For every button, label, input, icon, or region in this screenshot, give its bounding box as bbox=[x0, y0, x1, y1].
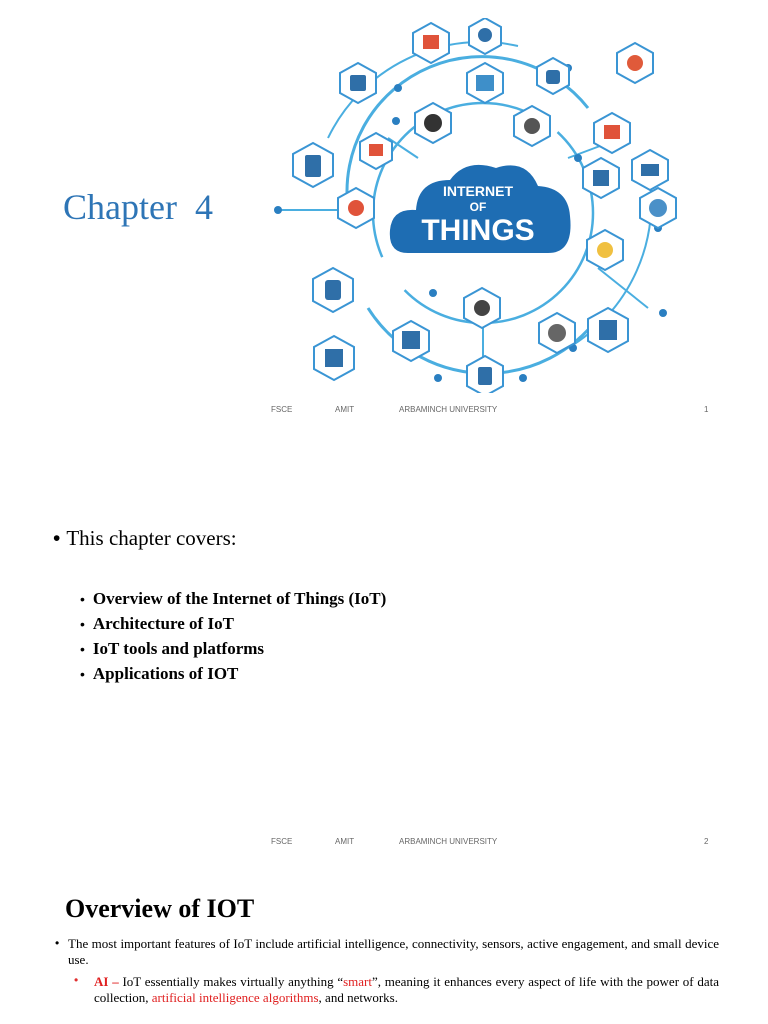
slide-2 bbox=[0, 432, 768, 862]
list-item bbox=[80, 636, 386, 661]
slide-1 bbox=[0, 0, 768, 430]
footer-university: ARBAMINCH UNIVERSITY bbox=[399, 837, 498, 846]
ai-label: AI – bbox=[94, 974, 119, 989]
chapter-title: Chapter 4 bbox=[63, 187, 213, 227]
covers-text: This chapter covers: bbox=[66, 526, 237, 550]
topic-label: Overview of the Internet of Things (IoT) bbox=[92, 589, 387, 608]
ai-text-part: , and networks. bbox=[318, 990, 398, 1005]
cloud-text-things: THINGS bbox=[421, 214, 535, 247]
bullet-icon: • bbox=[74, 973, 79, 987]
cloud-text-internet: INTERNET bbox=[443, 183, 513, 199]
overview-title: Overview of IOT bbox=[65, 894, 255, 923]
slide-footer bbox=[0, 837, 768, 851]
bullet-icon: • bbox=[80, 666, 85, 682]
footer-author: AMIT bbox=[335, 837, 355, 846]
bullet-icon: • bbox=[80, 591, 85, 607]
ai-text-part: ”, meaning it enhances every aspect of life with the power of data collection, bbox=[94, 974, 719, 1005]
footer-page-number: 2 bbox=[704, 837, 709, 846]
smart-highlight: smart bbox=[343, 974, 372, 989]
bullet-icon: • bbox=[55, 936, 60, 950]
cloud-text-of: OF bbox=[469, 200, 487, 214]
topic-list bbox=[80, 586, 386, 686]
slide-footer bbox=[0, 405, 768, 419]
bullet-icon: • bbox=[53, 527, 61, 550]
list-item bbox=[80, 611, 386, 636]
bullet-icon: • bbox=[80, 641, 85, 657]
iot-illustration bbox=[268, 18, 688, 393]
list-item bbox=[80, 586, 386, 611]
topic-label: Architecture of IoT bbox=[92, 614, 234, 633]
chapter-covers-heading bbox=[53, 526, 237, 551]
footer-university: ARBAMINCH UNIVERSITY bbox=[399, 405, 498, 414]
footer-author: AMIT bbox=[335, 405, 355, 414]
footer-org: FSCE bbox=[271, 837, 293, 846]
ai-text-part: IoT essentially makes virtually anything “ bbox=[118, 974, 344, 989]
topic-label: Applications of IOT bbox=[92, 664, 239, 683]
list-item bbox=[80, 661, 386, 686]
algorithms-highlight: artificial intelligence algorithms bbox=[151, 990, 319, 1005]
ai-paragraph bbox=[94, 974, 719, 1006]
footer-page-number: 1 bbox=[704, 405, 709, 414]
footer-org: FSCE bbox=[271, 405, 293, 414]
bullet-icon: • bbox=[80, 616, 85, 632]
slide-3 bbox=[0, 864, 768, 1024]
topic-label: IoT tools and platforms bbox=[92, 639, 265, 658]
features-paragraph: The most important features of IoT include artificial intelligence, connectivity, sensors, active engagement, and small device use. bbox=[68, 936, 719, 967]
iot-cloud-logo bbox=[390, 165, 571, 253]
